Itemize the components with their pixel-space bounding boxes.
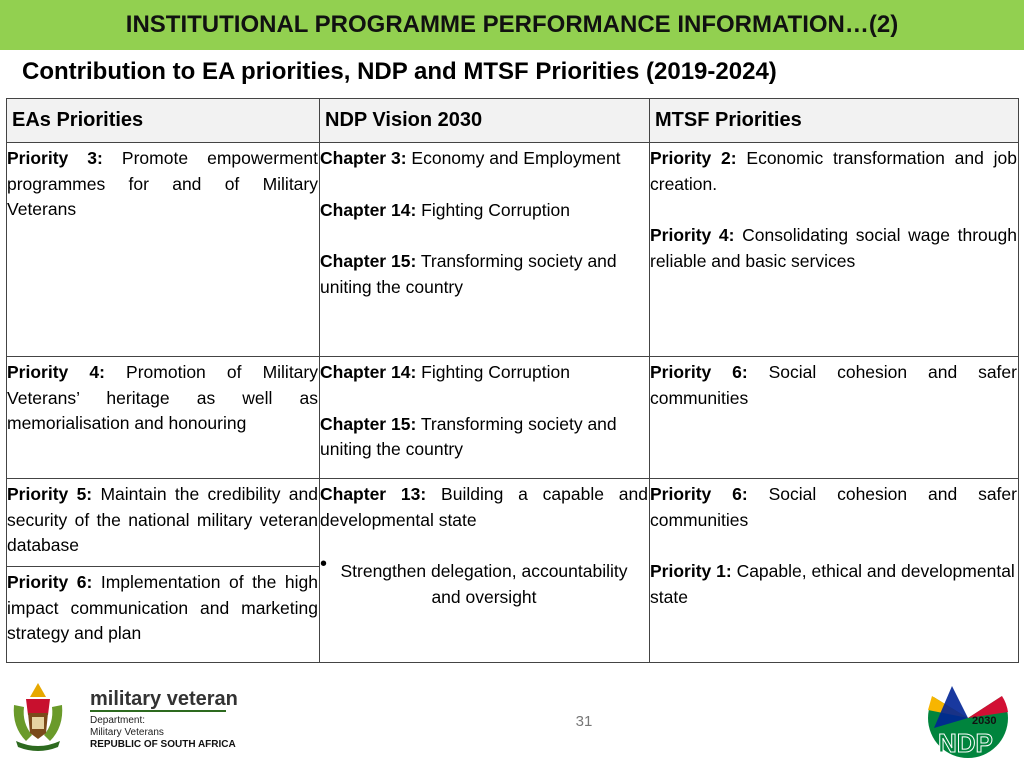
- ndp-chapter-text: Economy and Employment: [406, 148, 621, 168]
- table-row: [7, 143, 1019, 357]
- ndp-chapter-text: Transforming society and uniting the country: [320, 413, 617, 459]
- ndp-cell: [320, 357, 650, 479]
- header-ndp-vision: NDP Vision 2030: [320, 99, 650, 143]
- ndp-chapter-label: Chapter 3:: [320, 148, 407, 168]
- ndp-chapter-label: Chapter 15:: [320, 251, 417, 271]
- mtsf-priority-text: Consolidating social wage through reliable and basic services: [650, 225, 1017, 271]
- mtsf-priority-text: Capable, ethical and developmental state: [650, 561, 1015, 607]
- table-row: [7, 357, 1019, 479]
- ea-priority-label: Priority 6:: [7, 572, 93, 592]
- mtsf-cell: [650, 357, 1019, 479]
- ndp-chapter-text: Transforming society and uniting the country: [320, 251, 617, 297]
- mtsf-priority-text: Social cohesion and safer communities: [650, 362, 1017, 408]
- ea-priority-text: Promotion of Military Veterans’ heritage as well as memorialisation and honouring: [7, 362, 318, 433]
- ea-cell: [7, 479, 320, 567]
- ea-priority-text: Implementation of the high impact communication and marketing strategy and plan: [7, 572, 318, 643]
- svg-text:REPUBLIC OF SOUTH AFRICA: REPUBLIC OF SOUTH AFRICA: [90, 739, 236, 750]
- mtsf-priority-label: Priority 1:: [650, 561, 732, 581]
- ndp-chapter-label: Chapter 15:: [320, 413, 417, 434]
- mtsf-priority-label: Priority 6:: [650, 484, 748, 504]
- ea-priority-label: Priority 5:: [7, 484, 93, 504]
- page-subtitle: Contribution to EA priorities, NDP and MTSF Priorities (2019-2024): [22, 58, 777, 85]
- ea-priority-label: Priority 3:: [7, 148, 103, 168]
- mtsf-priority-label: Priority 2:: [650, 148, 737, 168]
- ea-priority-label: Priority 4:: [7, 362, 105, 382]
- ndp-bullet-text: Strengthen delegation, accountability and oversight: [340, 561, 628, 607]
- title-bar: [0, 0, 1024, 50]
- table-row: [7, 479, 1019, 567]
- ndp-chapter-text: Fighting Corruption: [416, 362, 570, 382]
- coat-of-arms-icon: [8, 675, 238, 755]
- ea-cell: [7, 567, 320, 663]
- ea-cell: [7, 143, 320, 357]
- mtsf-cell: [650, 143, 1019, 357]
- page-title: INSTITUTIONAL PROGRAMME PERFORMANCE INFORMATION…(2): [125, 11, 899, 38]
- svg-text:2030: 2030: [972, 715, 997, 727]
- ndp-2030-logo: [922, 676, 1014, 760]
- mtsf-priority-text: Economic transformation and job creation.: [650, 148, 1017, 194]
- ndp-chapter-text: Building a capable and developmental state: [320, 484, 648, 530]
- ea-priority-text: Maintain the credibility and security of the national military veteran database: [7, 484, 318, 555]
- mtsf-priority-label: Priority 4:: [650, 225, 735, 245]
- priorities-table: [6, 98, 1019, 663]
- bullet-icon: •: [320, 553, 328, 575]
- mtsf-priority-text: Social cohesion and safer communities: [650, 484, 1017, 530]
- department-logo: [8, 675, 238, 755]
- ndp-chapter-label: Chapter 14:: [320, 362, 417, 382]
- svg-text:Department:: Department:: [90, 715, 146, 726]
- ndp-cell: [320, 143, 650, 357]
- svg-text:Military Veterans: Military Veterans: [90, 727, 164, 738]
- header-mtsf-priorities: MTSF Priorities: [650, 99, 1019, 143]
- svg-text:military veterans: military veterans: [90, 688, 238, 710]
- svg-text:NDP: NDP: [938, 728, 993, 758]
- ea-cell: [7, 357, 320, 479]
- ndp-bullet-item: [320, 553, 648, 610]
- mtsf-cell: [650, 479, 1019, 663]
- page-number: 31: [575, 713, 593, 730]
- ea-priority-text: Promote empowerment programmes for and of Military Veterans: [7, 148, 318, 219]
- ndp-cell: [320, 479, 650, 663]
- ndp-chapter-text: Fighting Corruption: [416, 199, 570, 220]
- header-eas-priorities: EAs Priorities: [7, 99, 320, 143]
- ndp-chapter-label: Chapter 13:: [320, 484, 427, 504]
- table-header-row: [7, 99, 1019, 143]
- mtsf-priority-label: Priority 6:: [650, 362, 748, 382]
- ndp-chapter-label: Chapter 14:: [320, 199, 417, 220]
